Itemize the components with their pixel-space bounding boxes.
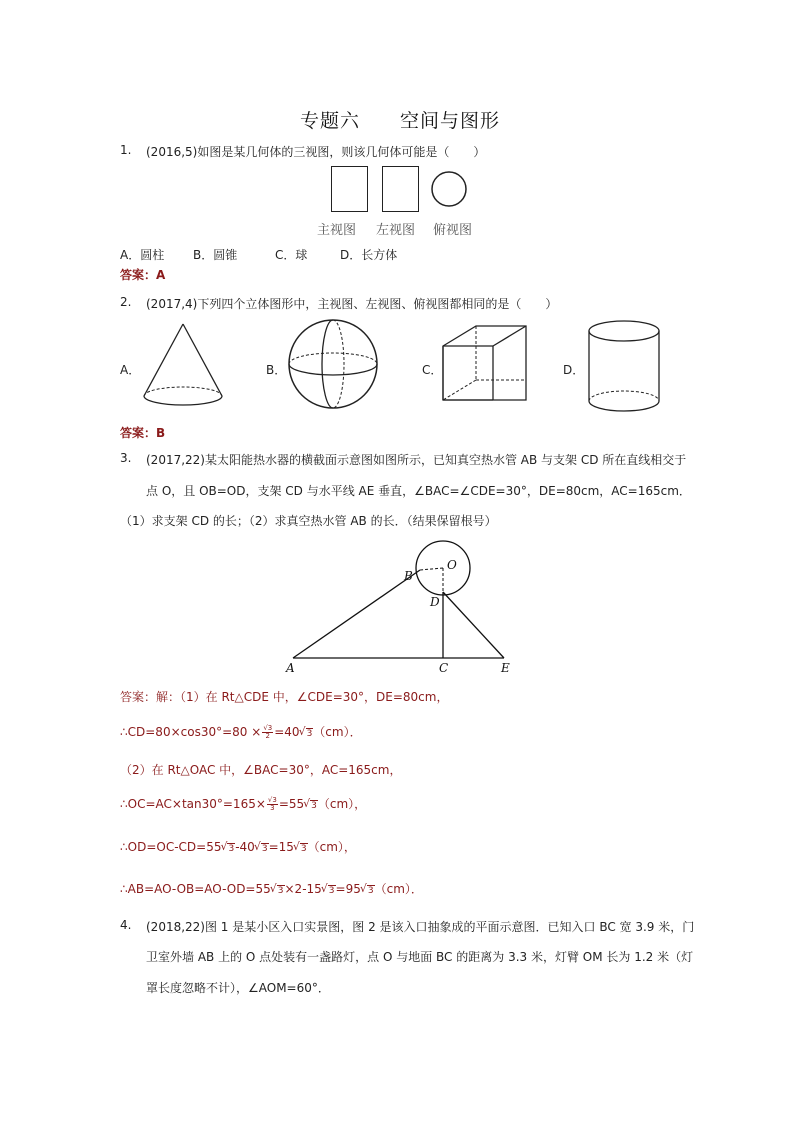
q3-point-d-label: D (430, 595, 440, 609)
q3-solution-line1: 答案：解：（1）在 Rt△CDE 中，∠CDE=30°，DE=80cm， (120, 690, 449, 704)
q2-label-a: A． (120, 363, 141, 377)
q1-number: 1. (120, 143, 132, 157)
q1-left-view-rect (382, 166, 419, 212)
q3-s6-eq: =95 (335, 882, 361, 896)
q3-s5-unit: （cm）， (307, 840, 356, 854)
q4-line2: 卫室外墙 AB 上的 O 点处装有一盏路灯，点 O 与地面 BC 的距离为 3.3 米，灯臂 OM 长为 1.2 米（灯 (146, 950, 694, 964)
q3-s2-pre: ∴CD=80×cos30°=80 (120, 725, 248, 739)
q3-s2-unit: （cm）． (313, 725, 362, 739)
q3-s6-unit: （cm）． (374, 882, 423, 896)
q3-s2-fraction: $\frac{√3}{2}$ (263, 724, 273, 740)
q1-front-view-rect (331, 166, 368, 212)
q3-s4-fraction: $\frac{√3}{3}$ (267, 796, 277, 812)
q2-label-b: B． (266, 363, 287, 377)
q3-solution-line6 (120, 880, 423, 897)
q3-point-a-label: A (286, 661, 295, 675)
q1-front-view-label: 主视图 (317, 223, 357, 238)
q3-s2-times: × (251, 725, 262, 739)
q3-point-e-label: E (501, 661, 510, 675)
q2-prism-figure (440, 322, 530, 404)
q1-answer: 答案：A (120, 268, 166, 282)
q2-label-c: C． (422, 363, 443, 377)
q3-line-de (443, 592, 504, 658)
q1-text: (2016,5)如图是某几何体的三视图，则该几何体可能是（ ） (146, 145, 486, 159)
q4-line1: (2018,22)图 1 是某小区入口实景图，图 2 是该入口抽象成的平面示意图．已知入口 BC 宽 3.9 米，门 (146, 920, 695, 934)
q2-cylinder-figure (586, 318, 666, 416)
q4-number: 4. (120, 918, 132, 932)
q3-s5-pre: ∴OD=OC-CD=55 (120, 840, 222, 854)
q3-line-ab (293, 570, 420, 658)
q3-s4-pre: ∴OC=AC×tan30°=165 (120, 797, 256, 811)
q3-s2-radical: √ 3 (306, 728, 314, 739)
q2-answer: 答案：B (120, 426, 166, 440)
q1-option-b: B．圆锥 (193, 248, 238, 262)
q1-option-d: D．长方体 (340, 248, 398, 262)
q3-line3: （1）求支架 CD 的长；（2）求真空热水管 AB 的长．（结果保留根号） (120, 514, 497, 528)
q3-solution-line2 (120, 723, 362, 740)
q3-s5-radical-2: √ 3 (261, 843, 269, 854)
q3-s6-radical-2: √ 3 (328, 885, 336, 896)
q2-sphere-figure (287, 318, 383, 414)
q3-point-c-label: C (439, 661, 449, 675)
q3-s4-radical: √ 3 (310, 800, 318, 811)
q3-point-b-label: B (404, 569, 413, 583)
q3-s5-radical-3: √ 3 (300, 843, 308, 854)
page-title: 专题六 空间与图形 (300, 110, 501, 132)
q3-s6-radical-3: √ 3 (367, 885, 375, 896)
q3-number: 3. (120, 451, 132, 465)
q3-solution-line4 (120, 795, 366, 812)
q3-geometry-figure (280, 536, 520, 676)
q3-s6-mid: ×2-15 (284, 882, 322, 896)
q2-cone-figure (140, 320, 230, 412)
q1-option-c: C．球 (275, 248, 308, 262)
q1-top-view-circle (430, 170, 470, 210)
q3-s4-eq: =55 (278, 797, 305, 811)
q3-s5-radical-1: √ 3 (227, 843, 235, 854)
q2-text: (2017,4)下列四个立体图形中，主视图、左视图、俯视图都相同的是（ ） (146, 297, 558, 311)
q3-s5-mid: -40 (235, 840, 255, 854)
q2-label-d: D． (563, 363, 585, 377)
q3-dashed-ob (420, 568, 443, 570)
q3-s4-times: × (255, 797, 266, 811)
q3-s2-eq: =40 (274, 725, 300, 739)
q3-line2: 点 O，且 OB=OD，支架 CD 与水平线 AE 垂直，∠BAC=∠CDE=30°，DE=80cm，AC=165cm． (146, 484, 691, 498)
q3-s6-pre: ∴AB=AO-OB=AO-OD=55 (120, 882, 271, 896)
q3-point-o-label: O (447, 558, 457, 572)
q2-number: 2. (120, 295, 132, 309)
q3-s5-eq: =15 (268, 840, 294, 854)
q4-line3: 罩长度忽略不计），∠AOM=60°． (146, 981, 330, 995)
q1-top-view-label: 俯视图 (433, 223, 473, 238)
q3-solution-line3: （2）在 Rt△OAC 中，∠BAC=30°，AC=165cm， (120, 763, 402, 777)
q3-s6-radical-1: √ 3 (277, 885, 285, 896)
q1-option-a: A．圆柱 (120, 248, 165, 262)
q3-line1: (2017,22)某太阳能热水器的横截面示意图如图所示，已知真空热水管 AB 与支架 CD 所在直线相交于 (146, 453, 687, 467)
q3-solution-line5 (120, 838, 356, 855)
q1-left-view-label: 左视图 (376, 223, 416, 238)
q3-s4-unit: （cm）， (317, 797, 367, 811)
